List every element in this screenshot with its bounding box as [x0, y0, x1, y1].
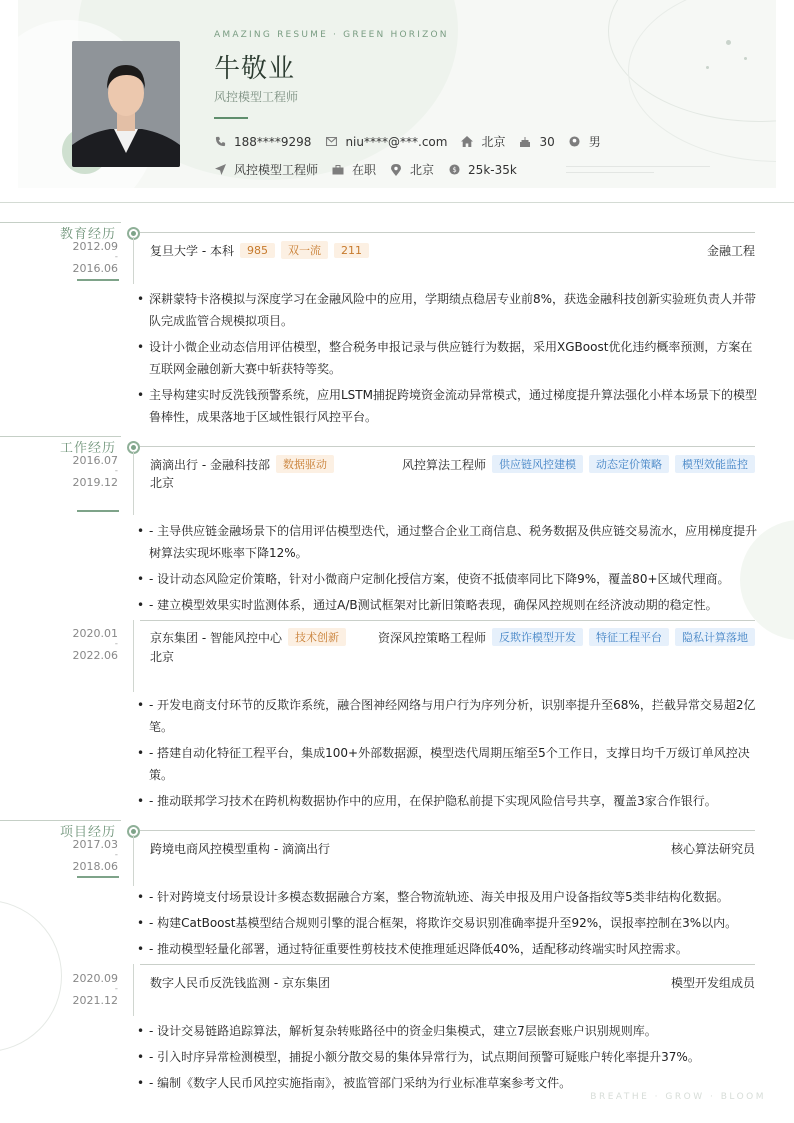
- intent-status: 在职: [332, 161, 376, 178]
- date-underline: [77, 510, 119, 512]
- timeline-line: [133, 237, 134, 284]
- money-icon: [448, 164, 460, 176]
- skill-tag: 供应链风控建模: [492, 455, 583, 473]
- job-city: 北京: [150, 650, 175, 664]
- date-underline: [77, 279, 119, 281]
- contact-email: niu****@***.com: [325, 135, 447, 149]
- project-bullet: • - 推动模型轻量化部署，通过特征重要性剪枝技术使推理延迟降低40%，适配移动终端实时风控需求。: [137, 942, 688, 956]
- skill-tag: 特征工程平台: [589, 628, 669, 646]
- project-role: 核心算法研究员: [670, 841, 755, 856]
- company-name: 滴滴出行 - 金融科技部: [150, 457, 270, 472]
- project-role: 模型开发组成员: [670, 975, 755, 990]
- major: 金融工程: [706, 243, 755, 258]
- education-tag: 双一流: [281, 241, 328, 259]
- job-dates: 2016.07 - 2019.12: [72, 454, 118, 489]
- section-left-rule: [0, 820, 121, 821]
- section-left-rule: [0, 222, 121, 223]
- company-name: 京东集团 - 智能风控中心: [150, 630, 282, 645]
- phone-icon: [214, 136, 226, 148]
- header-decoration-dot: [744, 57, 747, 60]
- section-left-rule: [0, 436, 121, 437]
- project-bullet: • - 构建CatBoost基模型结合规则引擎的混合框架，将欺诈交易识别准确率提升至92%，误报率控制在3%以内。: [137, 916, 738, 930]
- education-bullet: • 设计小微企业动态信用评估模型，整合税务申报记录与供应链行为数据，采用XGBoost优化违约概率预测，方案在互联网金融创新大赛中斩获特等奖。: [137, 340, 753, 376]
- intent-position: 风控模型工程师: [214, 161, 318, 178]
- skill-tag: 隐私计算落地: [675, 628, 755, 646]
- project-bullet: • - 编制《数字人民币风控实施指南》，被监管部门采纳为行业标准草案参考文件。: [137, 1076, 572, 1090]
- section-rule: [140, 830, 755, 831]
- section-rule: [140, 446, 755, 447]
- contact-home-city: 北京: [461, 133, 505, 150]
- skill-tag: 动态定价策略: [589, 455, 669, 473]
- title-underline: [214, 117, 248, 119]
- person-name: 牛敬业: [214, 54, 296, 84]
- job-bullet: • - 开发电商支付环节的反欺诈系统，融合图神经网络与用户行为序列分析，识别率提升至68%，拦截异常交易超2亿笔。: [137, 698, 756, 734]
- education-header: [150, 241, 755, 259]
- job-city: 北京: [150, 476, 175, 490]
- skill-tag: 模型效能监控: [675, 455, 755, 473]
- project-name: 数字人民币反洗钱监测 - 京东集团: [150, 975, 330, 990]
- section-rule: [140, 232, 755, 233]
- briefcase-icon: [332, 164, 344, 176]
- job-title: 风控模型工程师: [214, 90, 299, 104]
- project-bullet: • - 设计交易链路追踪算法，解析复杂转账路径中的资金归集模式，建立7层嵌套账户识别规则库。: [137, 1024, 657, 1038]
- contact-phone: 188****9298: [214, 135, 311, 149]
- section-title-education: 教育经历: [59, 227, 116, 242]
- timeline-line: [133, 964, 134, 1016]
- intent-salary: $ 25k-35k: [448, 163, 517, 177]
- timeline-line: [133, 451, 134, 515]
- job-bullet: • - 搭建自动化特征工程平台，集成100+外部数据源，模型迭代周期压缩至5个工作日，支撑日均千万级订单风控决策。: [137, 746, 750, 782]
- company-tag: 技术创新: [288, 628, 346, 646]
- header-divider: [0, 202, 794, 203]
- job-bullet: • - 主导供应链金融场景下的信用评估模型迭代，通过整合企业工商信息、税务数据及供应链交易流水，应用梯度提升树算法实现坏账率下降12%。: [137, 524, 758, 560]
- header-decoration-dot: [706, 66, 709, 69]
- entry-rule: [140, 964, 755, 965]
- resume-tagline: AMAZING RESUME · GREEN HORIZON: [214, 30, 449, 40]
- education-dates: 2012.09 - 2016.06: [72, 240, 118, 275]
- project-header: [150, 973, 755, 991]
- project-dates: 2017.03 - 2018.06: [72, 838, 118, 873]
- job-intent-row: [214, 161, 531, 178]
- footer-motto: BREATHE · GROW · BLOOM: [590, 1092, 766, 1102]
- intent-city: 北京: [390, 161, 434, 178]
- date-underline: [77, 876, 119, 878]
- decorative-line: [566, 166, 710, 167]
- school-name: 复旦大学 - 本科: [150, 243, 234, 258]
- education-bullet: • 主导构建实时反洗钱预警系统，应用LSTM捕捉跨境资金流动异常模式，通过梯度提升算法强化小样本场景下的模型鲁棒性，成果落地于区域性银行风控平台。: [137, 388, 757, 424]
- education-bullet: • 深耕蒙特卡洛模拟与深度学习在金融风险中的应用，学期绩点稳居专业前8%，获选金融科技创新实验班负责人并带队完成监管合规模拟项目。: [137, 292, 757, 328]
- svg-text:$: $: [451, 165, 457, 174]
- contact-row: [214, 133, 615, 150]
- company-tag: 数据驱动: [276, 455, 334, 473]
- mail-icon: [325, 136, 337, 148]
- profile-photo: [72, 41, 180, 167]
- project-bullet: • - 引入时序异常检测模型，捕捉小额分散交易的集体异常行为，试点期间预警可疑账户转化率提升37%。: [137, 1050, 700, 1064]
- education-tag: 211: [334, 243, 369, 258]
- skill-tag: 反欺诈模型开发: [492, 628, 583, 646]
- project-name: 跨境电商风控模型重构 - 滴滴出行: [150, 841, 330, 856]
- job-bullet: • - 推动联邦学习技术在跨机构数据协作中的应用，在保护隐私前提下实现风险信号共享，覆盖3家合作银行。: [137, 794, 717, 808]
- job-dates: 2020.01 - 2022.06: [72, 627, 118, 662]
- entry-rule: [140, 620, 755, 621]
- gender-icon: [569, 136, 581, 148]
- cake-icon: [519, 136, 531, 148]
- section-title-projects: 项目经历: [59, 825, 116, 840]
- location-pin-icon: [390, 164, 402, 176]
- job-role: 风控算法工程师: [401, 457, 486, 472]
- contact-age: 30: [519, 135, 554, 149]
- header-decoration-arc: [628, 0, 776, 162]
- job-header: [150, 455, 755, 473]
- section-title-work: 工作经历: [59, 441, 116, 456]
- timeline-line: [133, 835, 134, 886]
- project-dates: 2020.09 - 2021.12: [72, 972, 118, 1007]
- project-header: [150, 839, 755, 857]
- job-role: 资深风控策略工程师: [377, 630, 486, 645]
- send-icon: [214, 164, 226, 176]
- decorative-line: [566, 172, 654, 173]
- education-tag: 985: [240, 243, 275, 258]
- header-decoration-dot: [726, 40, 731, 45]
- job-bullet: • - 建立模型效果实时监测体系，通过A/B测试框架对比新旧策略表现，确保风控规则在经济波动期的稳定性。: [137, 598, 718, 612]
- job-header: [150, 628, 755, 646]
- home-icon: [461, 136, 473, 148]
- job-bullet: • - 设计动态风险定价策略，针对小微商户定制化授信方案，使资不抵债率同比下降9%，覆盖80+区域代理商。: [137, 572, 730, 586]
- timeline-line: [133, 620, 134, 692]
- contact-gender: 男: [569, 133, 601, 150]
- project-bullet: • - 针对跨境支付场景设计多模态数据融合方案，整合物流轨迹、海关申报及用户设备指纹等5类非结构化数据。: [137, 890, 729, 904]
